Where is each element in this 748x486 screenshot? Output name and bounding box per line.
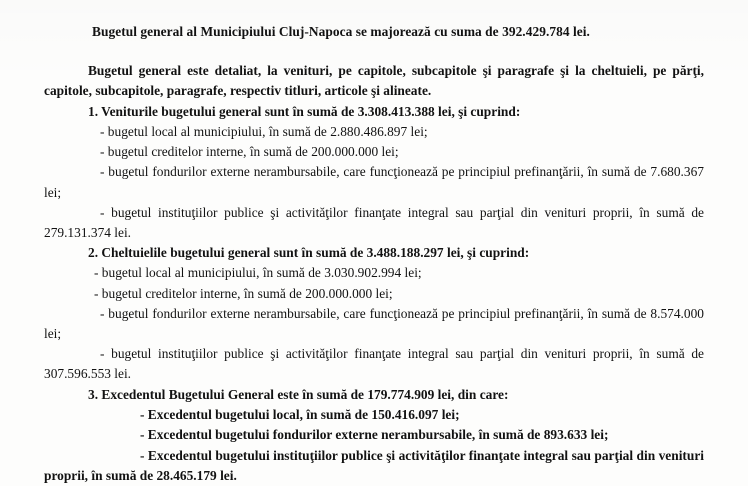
section-1-item-3: - bugetul fondurilor externe nerambursabile, care funcţionează pe principiul prefinanţării, în sumă de 7.680.367 lei; — [44, 164, 704, 200]
section-1-item-4: - bugetul instituţiilor publice şi activităţilor finanţate integral sau parţial din venituri proprii, în sumă de 279.131.374 lei. — [44, 204, 704, 241]
section-3-item-1: - Excedentul bugetului local, în sumă de 150.416.097 lei; — [140, 406, 460, 422]
section-2-item-3: - bugetul fondurilor externe nerambursabile, care funcţionează pe principiul prefinanţării, în sumă de 8.574.000 lei; — [44, 305, 704, 342]
section-heading-3: 3. Excedentul Bugetului General este în sumă de 179.774.909 lei, din care: — [88, 386, 509, 402]
section-2-item-1: - bugetul local al municipiului, în sumă de 3.030.902.994 lei; — [94, 265, 422, 281]
section-1-item-1: - bugetul local al municipiului, în sumă de 2.880.486.897 lei; — [100, 124, 428, 140]
intro-paragraph: Bugetul general este detaliat, la venituri, pe capitole, subcapitole şi paragrafe şi la cheltuieli, pe părţi, capitole, subcapitole, paragrafe, respectiv titluri, articole şi alineate. — [44, 63, 704, 99]
section-heading-1: 1. Veniturile bugetului general sunt în sumă de 3.308.413.388 lei, şi cuprind: — [88, 103, 521, 119]
section-heading-2: 2. Cheltuielile bugetului general sunt în sumă de 3.488.188.297 lei, şi cuprind: — [88, 245, 530, 261]
section-2-item-4: - bugetul instituţiilor publice şi activităţilor finanţate integral sau parţial din venituri proprii, în sumă de 307.596.553 lei. — [44, 346, 704, 382]
title-spacer — [44, 41, 704, 61]
section-2-item-2: - bugetul creditelor interne, în sumă de 200.000.000 lei; — [94, 285, 393, 301]
document-body — [44, 22, 704, 486]
document-title: Bugetul general al Municipiului Cluj-Napoca se majorează cu suma de 392.429.784 lei. — [92, 24, 590, 39]
section-1-item-2: - bugetul creditelor interne, în sumă de 200.000.000 lei; — [100, 144, 399, 160]
section-3-item-2: - Excedentul bugetului fondurilor externe nerambursabile, în sumă de 893.633 lei; — [140, 427, 609, 443]
section-3-item-3: - Excedentul bugetului instituţiilor publice şi activităţilor finanţate integral sau parţial din venituri proprii, în sumă de 28.465.179 lei. — [44, 447, 704, 484]
